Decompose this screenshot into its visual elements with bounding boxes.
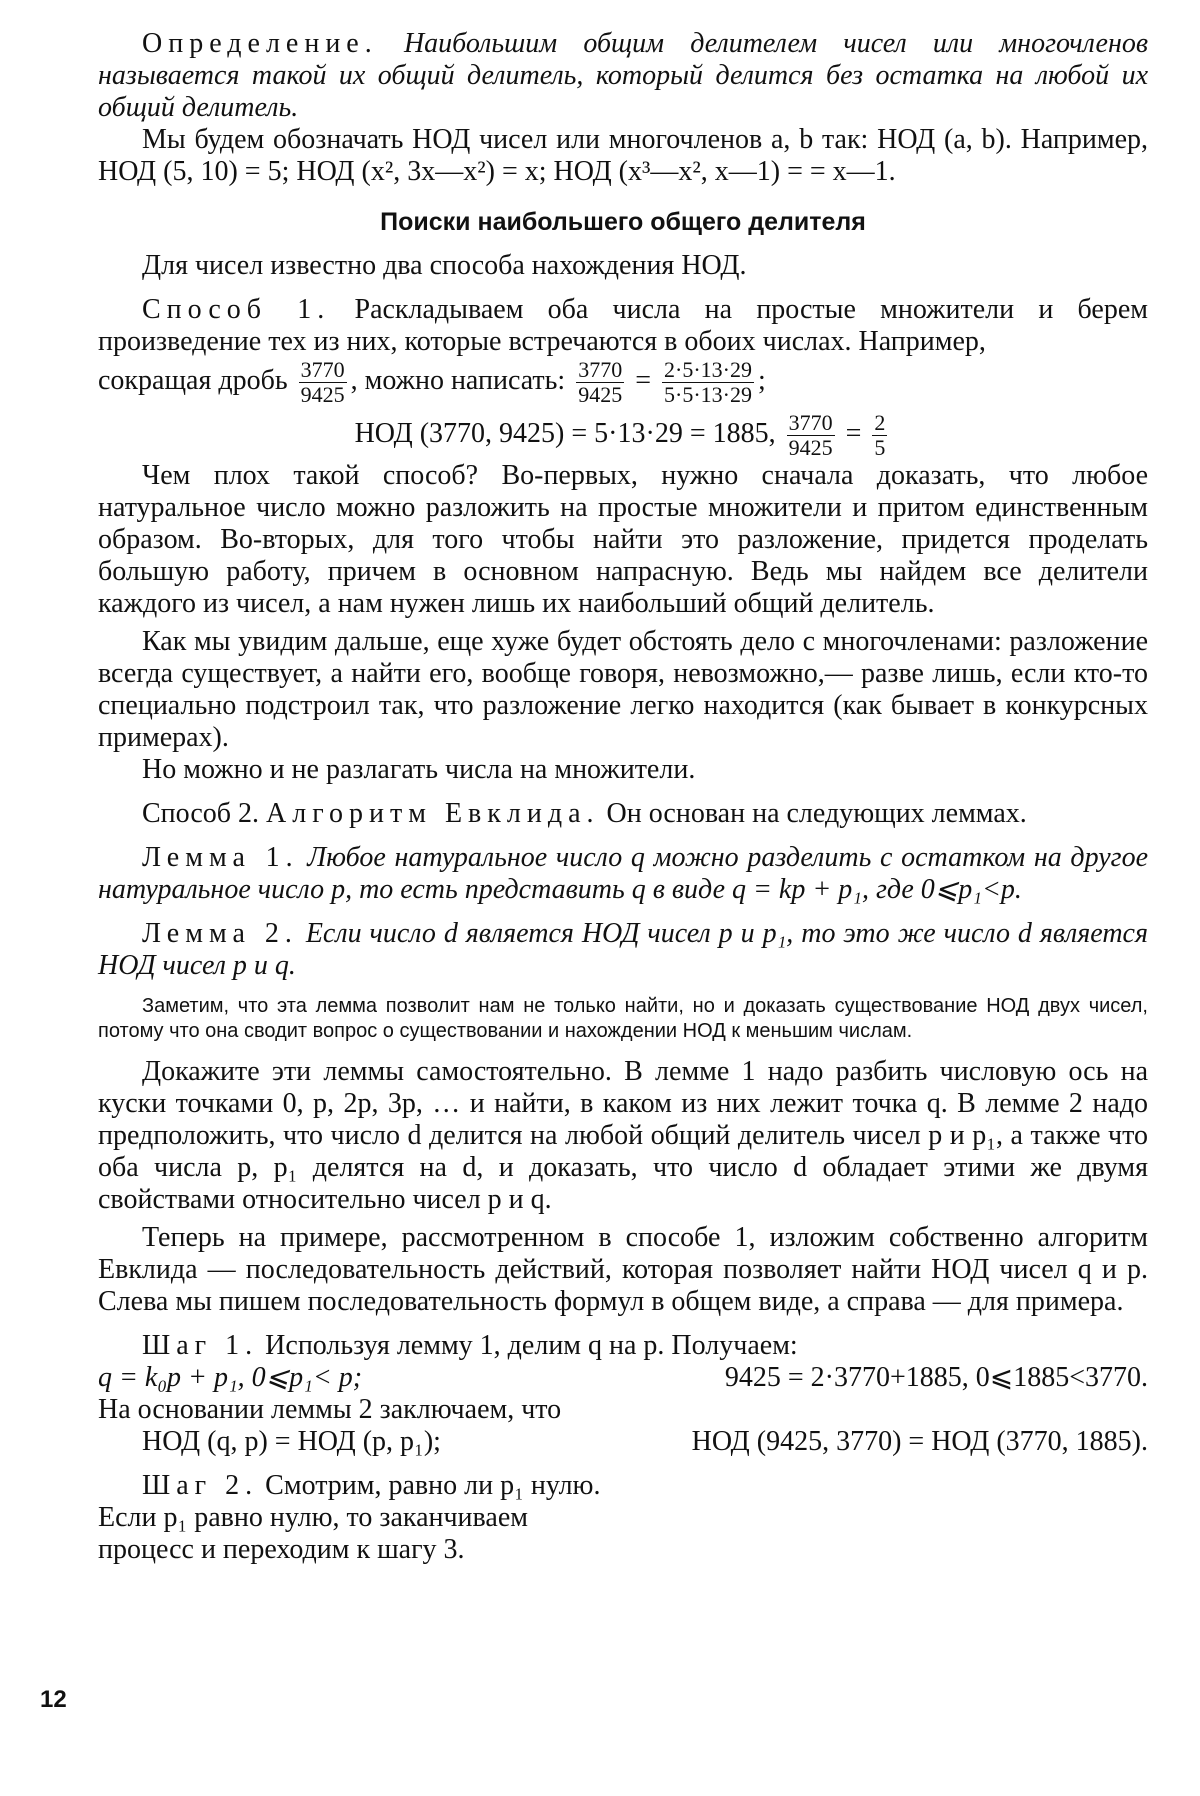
method2-paragraph (98, 798, 1148, 830)
lemma2-text: Если число d является НОД чисел p и p₁, то это же число d является НОД чисел p и q. (98, 918, 1149, 981)
critique-paragraph-3: Но можно и не разлагать числа на множители. (142, 754, 696, 785)
page-number: 12 (40, 1686, 67, 1713)
step1-paragraph (98, 1330, 1148, 1362)
lemma2-paragraph (98, 918, 1148, 982)
step1-text: Используя лемму 1, делим q на p. Получаем: (265, 1330, 798, 1361)
fraction-3770-9425: $\frac{3770}{9425}$ (300, 357, 345, 407)
method1-mid: , можно написать: (350, 364, 566, 396)
factored-fraction: $\frac{2\cdot 5\cdot 13\cdot 29}{5\cdot 5\cdot 13\cdot 29}$ (664, 357, 752, 407)
gcd-result-line (98, 411, 1148, 460)
notation-paragraph: Мы будем обозначать НОД чисел или многочленов a, b так: НОД (a, b). Например, НОД (5, 10) = 5; НОД (x², 3x—x²) = x; НОД (x³—x², x—1) = = x—1. (98, 124, 1148, 187)
step1-gcd-left: НОД (q, p) = НОД (p, p₁); (142, 1426, 441, 1457)
lemma1-paragraph (98, 842, 1148, 906)
fraction-2-5: $\frac{2}{5}$ (874, 410, 886, 460)
intro-paragraph: Для чисел известно два способа нахождения НОД. (142, 250, 747, 281)
definition-paragraph (98, 28, 1148, 124)
step1-gcd-line (98, 1426, 1148, 1458)
gcd-result-text: НОД (3770, 9425) = 5·13·29 = 1885, (354, 417, 776, 449)
lemma1-label: Лемма 1. (142, 842, 299, 873)
fraction-3770-9425-b: $\frac{3770}{9425}$ (578, 357, 623, 407)
method1-paragraph (98, 294, 1148, 358)
method2-text: Он основан на следующих леммах. (606, 798, 1027, 829)
step1-gcd-right: НОД (9425, 3770) = НОД (3770, 1885). (691, 1426, 1148, 1457)
fraction-3770-9425-c: $\frac{3770}{9425}$ (788, 410, 833, 460)
critique-paragraph-1: Чем плох такой способ? Во-первых, нужно сначала доказать, что любое натуральное число можно разложить на простые множители и притом единственным образом. Во-вторых, для того чтобы найти это разложение, придется проделать большую работу, причем в основном напрасную. Ведь мы найдем все делители каждого из чисел, а нам нужен лишь их наибольший общий делитель. (98, 460, 1148, 619)
step2-line3: процесс и переходим к шагу 3. (98, 1534, 465, 1565)
definition-label: Определение. (142, 28, 378, 59)
step1-conclusion: На основании леммы 2 заключаем, что (98, 1394, 562, 1425)
method1-text: Раскладываем оба числа на простые множители и берем произведение тех из них, которые встречаются в обоих числах. Например, (98, 294, 1149, 357)
document-page (98, 28, 1148, 1566)
step2-label: Шаг 2. (142, 1470, 259, 1501)
step2-paragraph (98, 1470, 1148, 1502)
method1-fraction-line: сокращая дробь $\frac{3770}{9425}$ , можно написать: $\frac{3770}{9425}$ = $\frac{2\cdot 5\cdot 13\cdot 29}{5\cdot 5\cdot 13\cdot 29}$ ; (98, 357, 766, 407)
lemma2-label: Лемма 2. (142, 918, 298, 949)
method2-name: Алгоритм Евклида. (266, 798, 600, 829)
step1-label: Шаг 1. (142, 1330, 259, 1361)
proof-hint-paragraph: Докажите эти леммы самостоятельно. В лемме 1 надо разбить числовую ось на куски точками 0, p, 2p, 3p, … и найти, в каком из них лежит точка q. В лемме 2 надо предположить, что число d делится на любой общий делитель чисел p и p₁, а также что оба числа p, p₁ делятся на d, и доказать, что число d обладает этими же двумя свойствами относительно чисел p и q. (98, 1056, 1148, 1215)
step2-line1: Смотрим, равно ли p₁ нулю. (265, 1470, 601, 1501)
note-paragraph: Заметим, что эта лемма позволит нам не только найти, но и доказать существование НОД двух чисел, потому что она сводит вопрос о существовании и нахождении НОД к меньшим числам. (98, 995, 1148, 1042)
section-title: Поиски наибольшего общего делителя (380, 208, 866, 236)
critique-paragraph-2: Как мы увидим дальше, еще хуже будет обстоять дело с многочленами: разложение всегда существует, а найти его, вообще говоря, невозможно,— разве лишь, если кто-то специально подстроил так, что разложение легко находится (как бывает в конкурсных примерах). (98, 626, 1148, 753)
equals-sign: = (635, 364, 652, 396)
equals-sign-2: = (845, 417, 862, 449)
step1-formula-left: q = k₀p + p₁, 0⩽p₁< p; (98, 1362, 363, 1393)
step2-line2: Если p₁ равно нулю, то заканчиваем (98, 1502, 528, 1533)
lemma1-text: Любое натуральное число q можно разделить с остатком на другое натуральное число p, то есть представить q в виде q = kp + p₁, где 0⩽p₁<p. (98, 842, 1149, 905)
method1-label: Способ 1. (142, 294, 331, 325)
method1-lead: сокращая дробь (98, 364, 288, 396)
step1-formula-right: 9425 = 2·3770+1885, 0⩽1885<3770. (724, 1362, 1148, 1393)
method2-label: Способ 2. (142, 798, 260, 829)
algorithm-intro-paragraph: Теперь на примере, рассмотренном в способе 1, изложим собственно алгоритм Евклида — последовательность действий, которая позволяет найти НОД чисел q и p. Слева мы пишем последовательность формул в общем виде, а справа — для примера. (98, 1222, 1148, 1317)
step1-formulas (98, 1362, 1148, 1394)
definition-text: Наибольшим общим делителем чисел или многочленов называется такой их общий делитель, который делится без остатка на любой их общий делитель. (98, 28, 1149, 123)
